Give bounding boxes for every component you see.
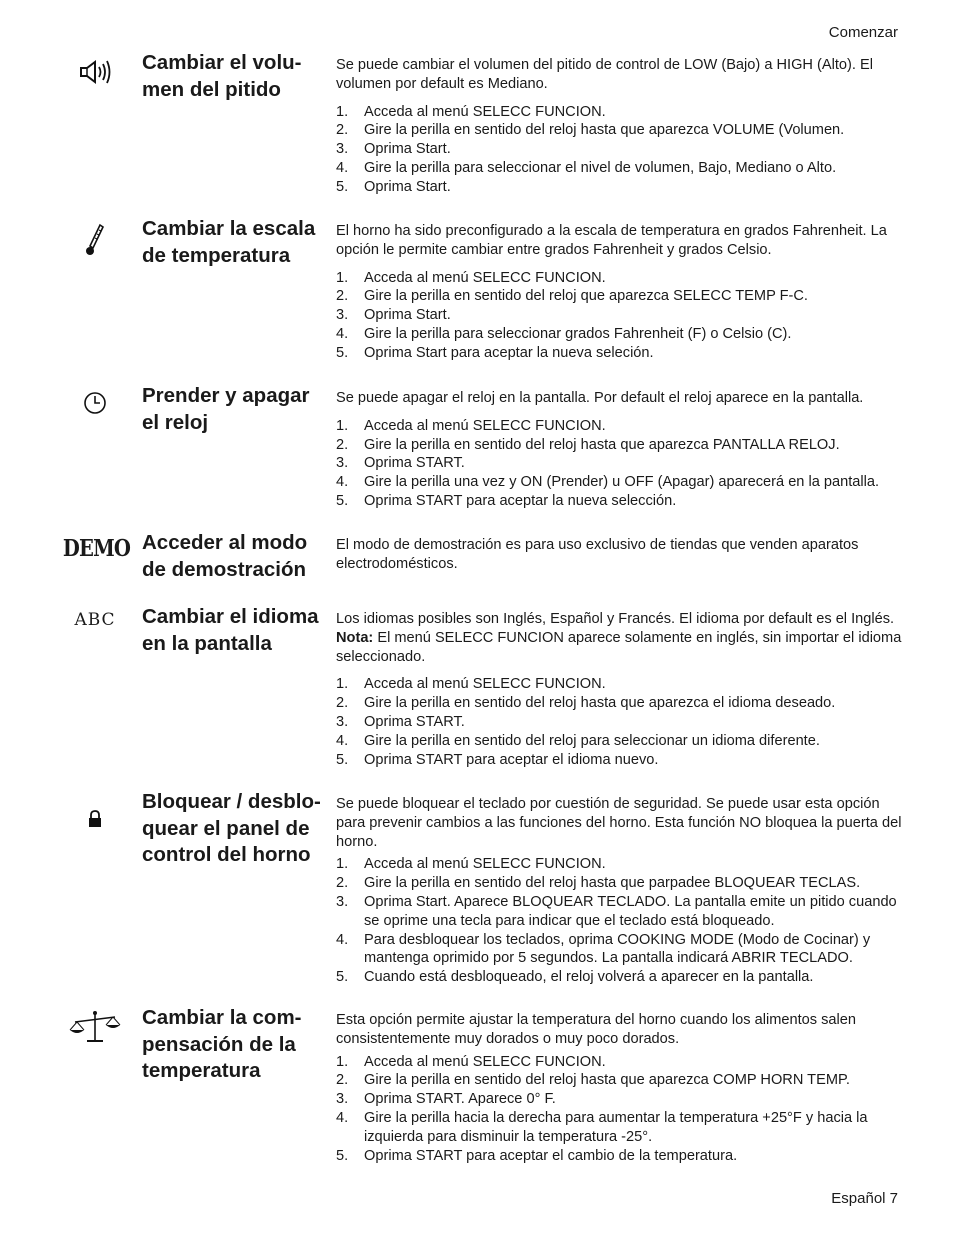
steps-list	[336, 1053, 902, 1166]
list-item: 5. Oprima START para aceptar la nueva selección.	[336, 492, 677, 509]
list-item: 3. Oprima START. Aparece 0° F.	[336, 1091, 556, 1108]
list-item: 4. Para desbloquear los teclados, oprima COOKING MODE (Modo de Cocinar) y mantenga oprimido por 5 segundos. La pantalla indicará ABRIR TECLADO.	[336, 931, 871, 967]
list-item: 4. Gire la perilla hacia la derecha para aumentar la temperatura +25°F y hacia la izquierda para disminuir la temperatura -25°.	[336, 1109, 868, 1145]
list-item: 5. Oprima Start.	[336, 178, 451, 195]
section-description: Esta opción permite ajustar la temperatura del horno cuando los alimentos salen consistentemente muy dorados o muy poco dorados.	[336, 1012, 856, 1047]
list-item: 3. Oprima START.	[336, 455, 465, 472]
section-description: El horno ha sido preconfigurado a la escala de temperatura en grados Fahrenheit. La opción le permite cambiar entre grados Fahrenheit y grados Celsio.	[336, 223, 887, 258]
balance-scale-icon	[68, 1009, 122, 1045]
steps-list	[336, 855, 902, 987]
list-item: 1. Acceda al menú SELECC FUNCION.	[336, 676, 606, 693]
list-item: 5. Cuando está desbloqueado, el reloj volverá a aparecer en la pantalla.	[336, 969, 814, 986]
list-item: 2. Gire la perilla en sentido del reloj hasta que aparezca el idioma deseado.	[336, 695, 836, 712]
section-content	[336, 536, 902, 583]
list-item: 4. Gire la perilla en sentido del reloj para seleccionar un idioma diferente.	[336, 732, 820, 749]
list-item: 4. Gire la perilla una vez y ON (Prender) u OFF (Apagar) aparecerá en la pantalla.	[336, 474, 880, 491]
section-title: Cambiar el volu- men del pitido	[142, 51, 302, 101]
list-item: 5. Oprima START para aceptar el idioma nuevo.	[336, 751, 659, 768]
demo-icon: DEMO	[62, 534, 130, 562]
list-item: 1. Acceda al menú SELECC FUNCION.	[336, 856, 606, 873]
section-content	[336, 56, 902, 197]
section-description: El modo de demostración es para uso exclusivo de tiendas que venden aparatos electrodomésticos.	[336, 537, 859, 572]
section-title: Cambiar la com- pensación de la temperatura	[142, 1006, 302, 1082]
list-item: 1. Acceda al menú SELECC FUNCION.	[336, 417, 606, 434]
list-item: 5. Oprima Start para aceptar la nueva seleción.	[336, 344, 654, 361]
list-item: 2. Gire la perilla en sentido del reloj que aparezca SELECC TEMP F-C.	[336, 288, 808, 305]
steps-list	[336, 103, 902, 197]
list-item: 4. Gire la perilla para seleccionar grados Fahrenheit (F) o Celsio (C).	[336, 325, 792, 342]
section-description: Se puede apagar el reloj en la pantalla. Por default el reloj aparece en la pantalla.	[336, 390, 864, 406]
section-description: Se puede cambiar el volumen del pitido de control de LOW (Bajo) a HIGH (Alto). El volumen por default es Mediano.	[336, 57, 873, 92]
section-title: Bloquear / desblo- quear el panel de control del horno	[142, 790, 321, 866]
clock-icon	[70, 385, 120, 421]
section-title: Cambiar el idioma en la pantalla	[142, 605, 319, 655]
steps-list	[336, 269, 902, 363]
section-content	[336, 1011, 902, 1165]
list-item: 3. Oprima Start. Aparece BLOQUEAR TECLADO. La pantalla emite un pitido cuando se oprime una tecla para indicar que el teclado está bloqueado.	[336, 893, 897, 929]
section-description: Se puede bloquear el teclado por cuestión de seguridad. Se puede usar esta opción para prevenir cambios a las funciones del horno. Esta función NO bloquea la puerta del horno.	[336, 796, 902, 850]
section-content	[336, 222, 902, 363]
steps-list	[336, 417, 902, 511]
lock-icon	[70, 801, 120, 837]
list-item: 5. Oprima START para aceptar el cambio de la temperatura.	[336, 1147, 738, 1164]
section-content	[336, 610, 902, 769]
list-item: 2. Gire la perilla en sentido del reloj hasta que aparezca VOLUME (Volumen.	[336, 122, 845, 139]
page-header-section-name: Comenzar	[828, 24, 898, 41]
list-item: 1. Acceda al menú SELECC FUNCION.	[336, 103, 606, 120]
abc-language-icon: ABC	[74, 610, 116, 630]
section-title: Cambiar la escala de temperatura	[142, 217, 316, 267]
list-item: 3. Oprima START.	[336, 713, 465, 730]
list-item: 4. Gire la perilla para seleccionar el nivel de volumen, Bajo, Mediano o Alto.	[336, 159, 837, 176]
list-item: 2. Gire la perilla en sentido del reloj hasta que parpadee BLOQUEAR TECLAS.	[336, 875, 861, 892]
section-content	[336, 389, 902, 511]
list-item: 1. Acceda al menú SELECC FUNCION.	[336, 269, 606, 286]
section-title: Acceder al modo de demostración	[142, 531, 308, 581]
section-content	[336, 795, 902, 987]
page-footer-number: Español 7	[831, 1190, 898, 1207]
speaker-volume-icon	[70, 54, 120, 90]
steps-list	[336, 675, 902, 769]
list-item: 1. Acceda al menú SELECC FUNCION.	[336, 1053, 606, 1070]
list-item: 2. Gire la perilla en sentido del reloj hasta que aparezca COMP HORN TEMP.	[336, 1072, 850, 1089]
section-description: Los idiomas posibles son Inglés, Español y Francés. El idioma por default es el Inglés. Nota: El menú SELECC FUNCION aparece solamente en inglés, sin importar el idioma seleccionado.	[336, 611, 902, 665]
section-title: Prender y apagar el reloj	[142, 384, 310, 434]
list-item: 2. Gire la perilla en sentido del reloj hasta que aparezca PANTALLA RELOJ.	[336, 436, 840, 453]
note-label: Nota:	[336, 629, 374, 646]
list-item: 3. Oprima Start.	[336, 141, 451, 158]
thermometer-icon	[70, 222, 120, 258]
list-item: 3. Oprima Start.	[336, 307, 451, 324]
